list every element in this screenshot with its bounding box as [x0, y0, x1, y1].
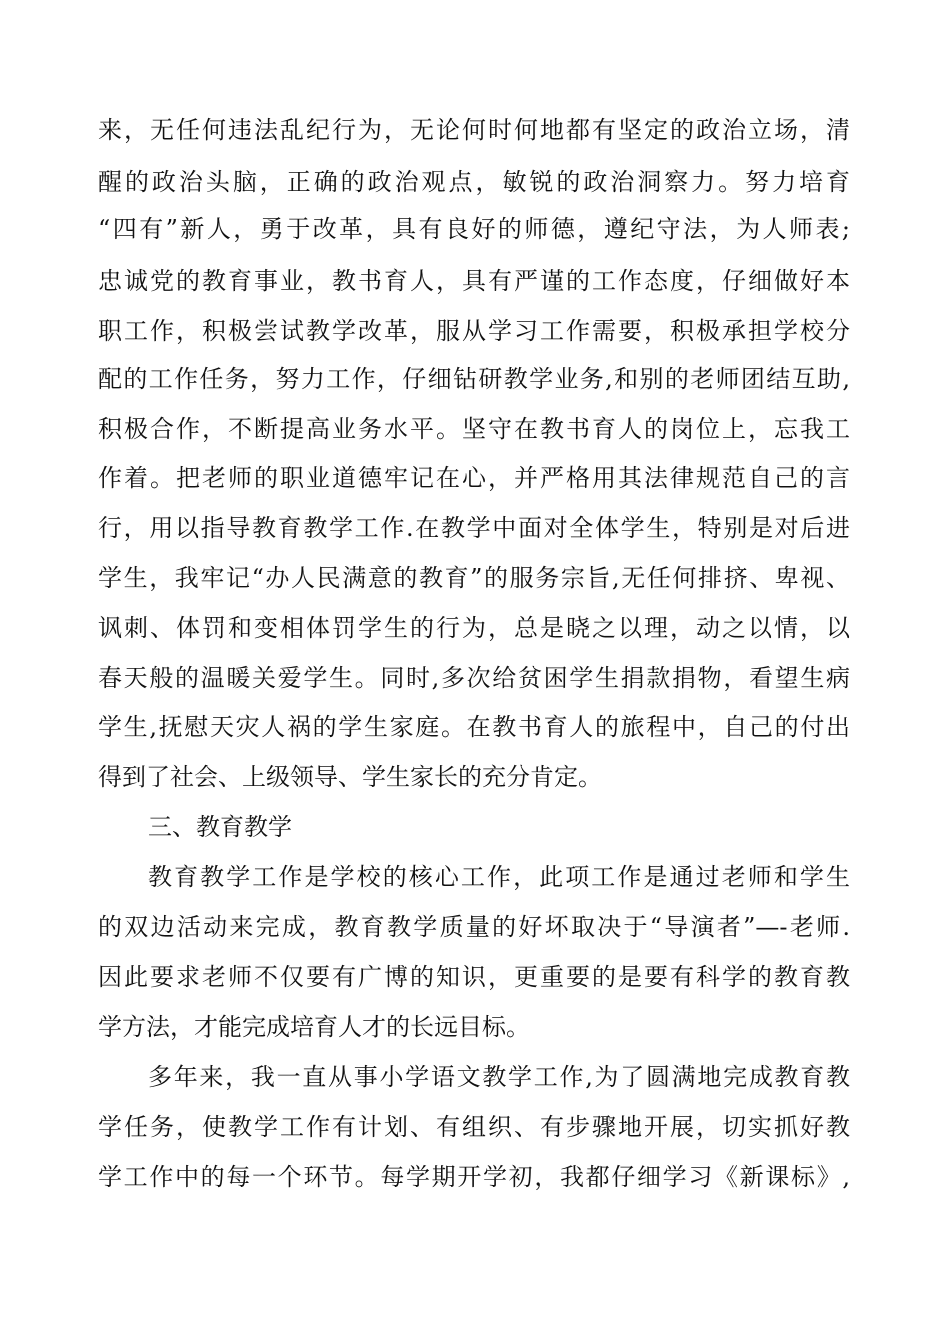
paragraph-line: 作着。把老师的职业道德牢记在心，并严格用其法律规范自己的言: [98, 464, 850, 492]
paragraph-line: 学方法，才能完成培育人才的长远目标。: [98, 1013, 530, 1041]
paragraph-line: 醒的政治头脑，正确的政治观点，敏锐的政治洞察力。努力培育: [98, 168, 850, 196]
section-heading: 三、教育教学: [148, 813, 292, 841]
paragraph-line: 学生，我牢记“办人民满意的教育”的服务宗旨,无任何排挤、卑视、: [98, 564, 850, 592]
paragraph-line: 得到了社会、上级领导、学生家长的充分肯定。: [98, 763, 602, 791]
paragraph-line: 的双边活动来完成，教育教学质量的好坏取决于“导演者”—-老师.: [98, 913, 850, 941]
paragraph-line: 学工作中的每一个环节。每学期开学初，我都仔细学习《新课标》,: [98, 1163, 850, 1191]
paragraph-line: 忠诚党的教育事业，教书育人，具有严谨的工作态度，仔细做好本: [98, 267, 850, 295]
paragraph-line: 教育教学工作是学校的核心工作，此项工作是通过老师和学生: [148, 863, 850, 891]
paragraph-line: 因此要求老师不仅要有广博的知识，更重要的是要有科学的教育教: [98, 963, 850, 991]
paragraph-line: 多年来，我一直从事小学语文教学工作,为了圆满地完成教育教: [148, 1063, 850, 1091]
paragraph-line: 行，用以指导教育教学工作.在教学中面对全体学生，特别是对后进: [98, 514, 850, 542]
paragraph-line: 春天般的温暖关爱学生。同时,多次给贫困学生捐款捐物，看望生病: [98, 664, 850, 692]
paragraph-line: 学生,抚慰天灾人祸的学生家庭。在教书育人的旅程中，自己的付出: [98, 713, 850, 741]
paragraph-line: 讽刺、体罚和变相体罚学生的行为，总是晓之以理，动之以情，以: [98, 614, 850, 642]
paragraph-line: 配的工作任务，努力工作，仔细钻研教学业务,和别的老师团结互助,: [98, 365, 850, 393]
paragraph-line: 学任务，使教学工作有计划、有组织、有步骤地开展，切实抓好教: [98, 1113, 850, 1141]
paragraph-line: 来，无任何违法乱纪行为，无论何时何地都有坚定的政治立场，清: [98, 116, 850, 144]
paragraph-line: 职工作，积极尝试教学改革，服从学习工作需要，积极承担学校分: [98, 317, 850, 345]
paragraph-line: 积极合作，不断提高业务水平。坚守在教书育人的岗位上，忘我工: [98, 415, 850, 443]
paragraph-line: “四有”新人，勇于改革，具有良好的师德，遵纪守法，为人师表;: [98, 215, 850, 243]
